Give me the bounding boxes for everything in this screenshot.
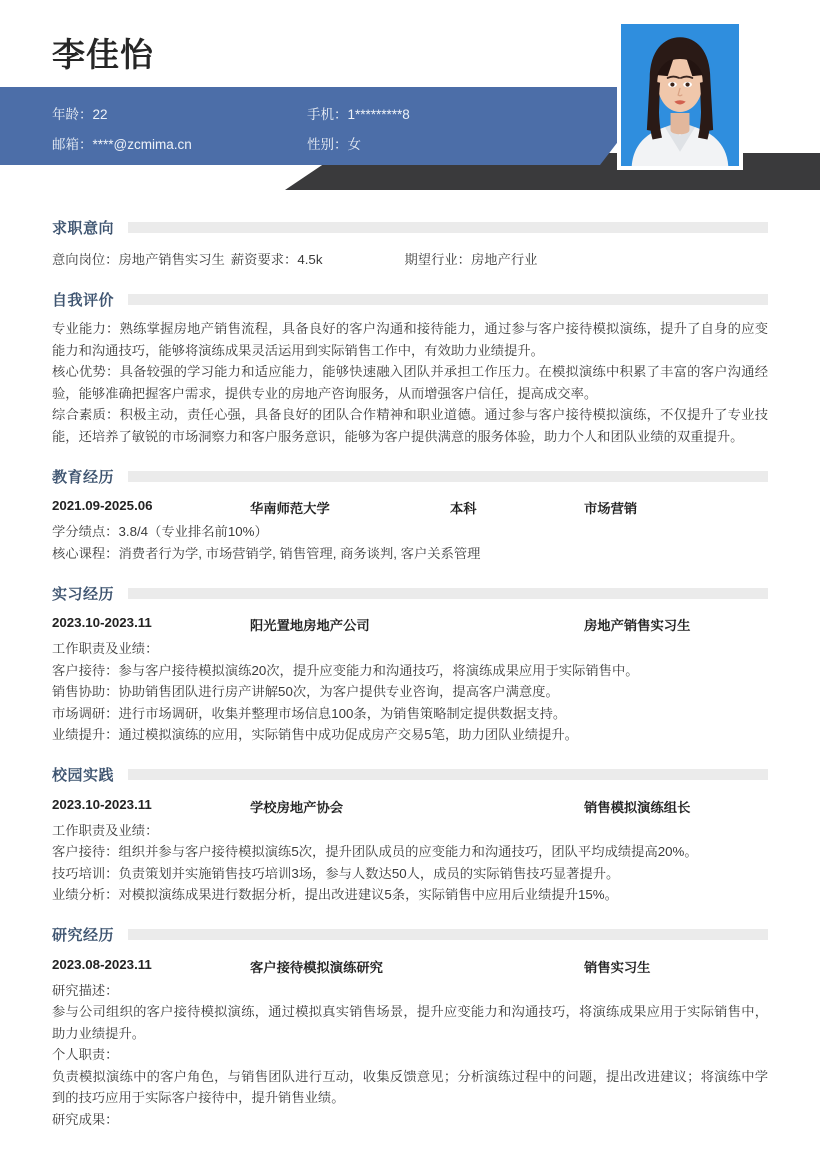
candidate-name: 李佳怡 — [52, 36, 154, 73]
entry-company: 阳光置地房地产公司 — [250, 618, 370, 633]
resume-body — [0, 198, 820, 1130]
paragraph: 专业能力：熟练掌握房地产销售流程，具备良好的客户沟通和接待能力，通过参与客户接待模拟演练，提升了自身的应变能力和沟通技巧，能够将演练成果灵活运用到实际销售工作中，有效助力业绩提升。 — [52, 321, 768, 358]
contact-age-label: 年龄： — [52, 107, 93, 122]
intent-position — [52, 249, 225, 270]
research-entry — [52, 957, 768, 1131]
entry-organization: 学校房地产协会 — [250, 799, 344, 815]
detail-line: 参与公司组织的客户接待模拟演练，通过模拟真实销售场景，提升应变能力和沟通技巧，将演练成果应用于实际销售中，助力业绩提升。 — [52, 1004, 768, 1041]
detail-line: 客户接待：参与客户接待模拟演练20次，提升应变能力和沟通技巧，将演练成果应用于实际销售中。 — [52, 662, 639, 678]
contact-phone-label: 手机： — [307, 107, 348, 122]
contact-age-value: 22 — [92, 107, 108, 122]
section-rule — [128, 471, 768, 482]
contact-age — [52, 100, 307, 130]
education-entry — [52, 498, 768, 564]
paragraph: 综合素质：积极主动，责任心强，具备良好的团队合作精神和职业道德。通过参与客户接待模拟演练，不仅提升了专业技能，还培养了敏锐的市场洞察力和客户服务意识，能够为客户提供满意的服务体验，助力个人和团队业绩的双重提升。 — [52, 407, 768, 444]
section-header — [52, 212, 768, 242]
section-title: 教育经历 — [52, 468, 115, 486]
section-title: 实习经历 — [52, 585, 115, 603]
section-rule — [128, 929, 768, 940]
entry-header — [52, 797, 768, 820]
detail-line: 负责模拟演练中的客户角色，与销售团队进行互动，收集反馈意见；分析演练过程中的问题，提出改进建议；将演练中学到的技巧应用于实际客户接待中，提升销售业绩。 — [52, 1068, 768, 1105]
contact-gender-value: 女 — [347, 137, 361, 152]
paragraph: 核心优势：具备较强的学习能力和适应能力，能够快速融入团队并承担工作压力。在模拟演练中积累了丰富的客户沟通经验，能够准确把握客户需求，提供专业的房地产咨询服务，从而增强客户信任，提高成交率。 — [52, 364, 768, 401]
section-internship — [0, 578, 820, 746]
internship-details — [52, 638, 768, 746]
section-title: 研究经历 — [52, 927, 115, 944]
detail-line: 研究成果： — [52, 1111, 119, 1127]
section-header — [52, 461, 768, 491]
detail-line: 核心课程：消费者行为学, 市场营销学, 销售管理, 商务谈判, 客户关系管理 — [52, 545, 481, 561]
detail-line: 市场调研：进行市场调研，收集并整理市场信息100条，为销售策略制定提供数据支持。 — [52, 705, 567, 721]
section-job-intention — [0, 212, 820, 270]
entry-role: 房地产销售实习生 — [584, 618, 691, 633]
intent-salary-value: 4.5k — [297, 252, 323, 267]
section-title: 求职意向 — [52, 219, 115, 237]
detail-line: 学分绩点：3.8/4（专业排名前10%） — [52, 524, 268, 539]
section-header — [52, 920, 768, 950]
intent-industry-label: 期望行业： — [404, 252, 471, 267]
candidate-photo — [617, 20, 743, 170]
entry-topic: 客户接待模拟演练研究 — [250, 959, 383, 975]
internship-entry — [52, 615, 768, 746]
entry-degree: 本科 — [450, 501, 477, 516]
entry-major: 市场营销 — [584, 501, 638, 516]
intent-industry — [404, 249, 537, 270]
detail-line: 研究描述： — [52, 982, 119, 998]
entry-school: 华南师范大学 — [250, 501, 330, 516]
contact-gender — [307, 130, 567, 160]
education-details — [52, 521, 768, 564]
campus-details — [52, 820, 768, 906]
entry-role: 销售模拟演练组长 — [584, 799, 691, 815]
contact-email-value: ****@zcmima.cn — [92, 137, 192, 152]
intent-salary-label: 薪资要求： — [230, 252, 298, 267]
detail-line: 工作职责及业绩： — [52, 822, 159, 838]
research-details — [52, 980, 768, 1131]
intent-position-label: 意向岗位： — [52, 252, 119, 267]
section-title: 自我评价 — [52, 291, 115, 309]
campus-entry — [52, 797, 768, 906]
detail-line: 工作职责及业绩： — [52, 641, 159, 656]
detail-line: 个人职责： — [52, 1047, 119, 1062]
section-rule — [128, 588, 768, 599]
portrait-illustration — [621, 24, 739, 166]
self-evaluation-body — [52, 318, 768, 447]
detail-line: 销售协助：协助销售团队进行房产讲解50次，为客户提供专业咨询，提高客户满意度。 — [52, 684, 559, 699]
entry-header — [52, 615, 768, 638]
entry-date: 2023.10-2023.11 — [52, 615, 152, 630]
section-rule — [128, 294, 768, 305]
contact-row — [52, 130, 612, 160]
contact-email — [52, 130, 307, 160]
intent-salary — [231, 249, 323, 270]
detail-line: 业绩提升：通过模拟演练的应用，实际销售中成功促成房产交易5笔，助力团队业绩提升。 — [52, 727, 578, 742]
section-header — [52, 578, 768, 608]
contact-email-label: 邮箱： — [52, 137, 93, 152]
intent-industry-value: 房地产行业 — [470, 252, 538, 267]
section-title: 校园实践 — [52, 767, 115, 784]
contact-phone-value: 1*********8 — [347, 107, 410, 122]
contact-phone — [307, 100, 567, 130]
section-education — [0, 461, 820, 564]
section-campus-practice — [0, 760, 820, 906]
contact-gender-label: 性别： — [307, 137, 348, 152]
detail-line: 业绩分析：对模拟演练成果进行数据分析，提出改进建议5条，实际销售中应用后业绩提升15%。 — [52, 887, 618, 902]
intent-position-value: 房地产销售实习生 — [118, 252, 225, 267]
section-self-evaluation — [0, 284, 820, 447]
section-header — [52, 284, 768, 314]
detail-line: 客户接待：组织并参与客户接待模拟演练5次，提升团队成员的应变能力和沟通技巧，团队平均成绩提高20%。 — [52, 844, 698, 859]
entry-date: 2021.09-2025.06 — [52, 498, 153, 513]
entry-date: 2023.08-2023.11 — [52, 956, 152, 972]
section-rule — [128, 222, 768, 233]
section-research — [0, 920, 820, 1131]
resume-header — [0, 0, 820, 200]
entry-role: 销售实习生 — [584, 959, 651, 975]
section-rule — [128, 769, 768, 780]
section-header — [52, 760, 768, 790]
job-intention-row — [52, 249, 768, 270]
contact-info-grid — [52, 100, 612, 160]
entry-header — [52, 498, 768, 521]
entry-header — [52, 957, 768, 980]
contact-row — [52, 100, 612, 130]
entry-date: 2023.10-2023.11 — [52, 796, 152, 812]
detail-line: 技巧培训：负责策划并实施销售技巧培训3场，参与人数达50人，成员的实际销售技巧显著提升。 — [52, 865, 620, 881]
